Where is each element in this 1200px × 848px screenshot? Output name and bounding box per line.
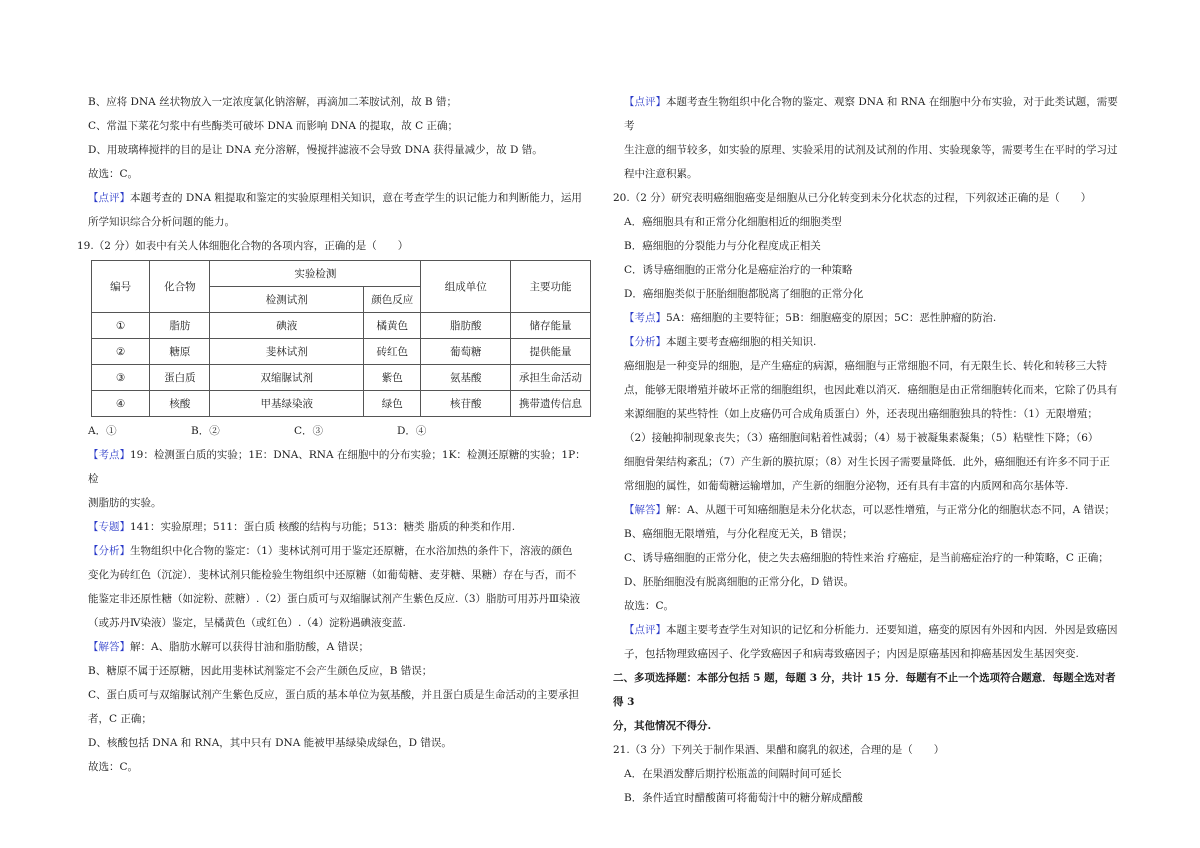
solution-tag: 【解答】	[624, 504, 666, 516]
question-21: 21.（3 分）下列关于制作果酒、果醋和腐乳的叙述，合理的是（ ）	[613, 744, 945, 756]
solution-tag: 【解答】	[88, 641, 130, 653]
analysis-tag: 【分析】	[624, 336, 666, 348]
analysis-tag: 【分析】	[88, 545, 130, 557]
question-20: 20.（2 分）研究表明癌细胞癌变是细胞从已分化转变到未分化状态的过程，下列叙述正确的是（ ）	[613, 192, 1092, 204]
q20-answer: 故选：C。	[624, 600, 675, 612]
section-heading: 二、多项选择题：本部分包括 5 题，每题 3 分，共计 15 分．每题有不止一个选项符合题意．每题全选对者得 3	[613, 672, 1116, 708]
q20-solution: 【解答】解：A、从题干可知癌细胞是未分化状态，可以恶性增殖，与正常分化的细胞状态不同，A 错误；	[624, 504, 1116, 516]
table-row: ④ 核酸 甲基绿染液 绿色 核苷酸 携带遗传信息	[92, 391, 591, 417]
header-compound: 化合物	[150, 261, 210, 313]
table-row: ③ 蛋白质 双缩脲试剂 紫色 氨基酸 承担生命活动	[92, 365, 591, 391]
comment-tag: 【点评】	[88, 192, 130, 204]
header-unit: 组成单位	[421, 261, 511, 313]
q19-answer: 故选：C。	[88, 761, 139, 773]
comment-tag: 【点评】	[624, 96, 666, 108]
q19-comment: 【点评】本题考查生物组织中化合物的鉴定、观察 DNA 和 RNA 在细胞中分布实验，对于此类试题，需要考	[624, 96, 1118, 132]
option-d: D．④	[397, 425, 427, 437]
table-row: ② 糖原 斐林试剂 砖红色 葡萄糖 提供能量	[92, 339, 591, 365]
header-color: 颜色反应	[364, 287, 421, 313]
header-reagent: 检测试剂	[210, 287, 364, 313]
q21-option-a: A．在果酒发酵后期拧松瓶盖的间隔时间可延长	[624, 768, 842, 780]
q19-options	[88, 419, 593, 443]
kaodian-tag: 【考点】	[624, 312, 666, 324]
q20-analysis: 【分析】本题主要考查癌细胞的相关知识.	[624, 336, 817, 348]
header-test: 实验检测	[210, 261, 421, 287]
q18-answer: 故选：C。	[88, 168, 139, 180]
option-a: A．①	[88, 425, 117, 437]
comment-tag: 【点评】	[624, 624, 666, 636]
left-column: B、应将 DNA 丝状物放入一定浓度氯化钠溶解，再滴加二苯胺试剂，故 B 错； C、常温下菜花匀浆中有些酶类可破坏 DNA 而影响 DNA 的提取，故 C 正确； D、用玻璃棒搅拌的目的是让 DNA 充分溶解，慢搅拌滤液不会导致 DNA 获得量减少，故 D 错。 故选：C。 【点评】本题考查的 DNA 粗提取和鉴定的实验原理相关知识，意在考查学生的识记能力和判断能力，运用 所学知识综合分析问题的能力。 19.（2 分）如表中有关人体细胞化合物的各项内容，正确的是（ ） 编号 化合物 实验检测 组成单位 主要功能 检测试剂 颜色反应 ① 脂肪 碘液 橘黄色 脂肪酸 储存能量 ② 糖原 斐林试剂 砖红色 葡萄糖 提供能量 ③ 蛋白质 双缩脲试剂 紫色 氨基酸 承担生命活动 ④ 核酸 甲基绿染液 绿色 核苷酸 携带遗传信息 A．① B．② C．③ D．④ 【考点】19：检测蛋白质的实验；1E：DNA、RNA 在细胞中的分布实验；1K：检测还原糖的实验；1P：检 测脂肪的实验。 【专题】141：实验原理；511：蛋白质 核酸的结构与功能；513：糖类 脂质的种类和作用. 【分析】生物组织中化合物的鉴定：（1）斐林试剂可用于鉴定还原糖，在水浴加热的条件下，溶液的颜色 变化为砖红色（沉淀）．斐林试剂只能检验生物组织中还原糖（如葡萄糖、麦芽糖、果糖）存在与否，而不 能鉴定非还原性糖（如淀粉、蔗糖）.（2）蛋白质可与双缩脲试剂产生紫色反应.（3）脂肪可用苏丹Ⅲ染液 （或苏丹Ⅳ染液）鉴定，呈橘黄色（或红色）.（4）淀粉遇碘液变蓝. 【解答】解：A、脂肪水解可以获得甘油和脂肪酸，A 错误； B、糖原不属于还原糖，因此用斐林试剂鉴定不会产生颜色反应，B 错误； C、蛋白质可与双缩脲试剂产生紫色反应，蛋白质的基本单位为氨基酸，并且蛋白质是生命活动的主要承担 者，C 正确； D、核酸包括 DNA 和 RNA，其中只有 DNA 能被甲基绿染成绿色，D 错误。 故选：C。	[88, 90, 593, 779]
option-c: C．③	[294, 425, 324, 437]
q18-comment-cont: 所学知识综合分析问题的能力。	[88, 216, 235, 228]
q20-option-a: A．癌细胞具有和正常分化细胞相近的细胞类型	[624, 216, 842, 228]
right-column: 【点评】本题考查生物组织中化合物的鉴定、观察 DNA 和 RNA 在细胞中分布实验，对于此类试题，需要考 生注意的细节较多，如实验的原理、实验采用的试剂及试剂的作用、实验现象等，需要考生在平时的学习过 程中注意积累。 20.（2 分）研究表明癌细胞癌变是细胞从已分化转变到未分化状态的过程，下列叙述正确的是（ ） A．癌细胞具有和正常分化细胞相近的细胞类型 B．癌细胞的分裂能力与分化程度成正相关 C．诱导癌细胞的正常分化是癌症治疗的一种策略 D．癌细胞类似于胚胎细胞都脱离了细胞的正常分化 【考点】5A：癌细胞的主要特征；5B：细胞癌变的原因；5C：恶性肿瘤的防治. 【分析】本题主要考查癌细胞的相关知识. 癌细胞是一种变异的细胞，是产生癌症的病源，癌细胞与正常细胞不同，有无限生长、转化和转移三大特 点，能够无限增殖并破坏正常的细胞组织，也因此难以消灭．癌细胞是由正常细胞转化而来，它除了仍具有 来源细胞的某些特性（如上皮癌仍可合成角质蛋白）外，还表现出癌细胞独具的特性：（1）无限增殖； （2）接触抑制现象丧失；（3）癌细胞间粘着性减弱；（4）易于被凝集素凝集；（5）粘壁性下降；（6） 细胞骨架结构紊乱；（7）产生新的膜抗原；（8）对生长因子需要量降低．此外，癌细胞还有许多不同于正 常细胞的属性，如葡萄糖运输增加，产生新的细胞分泌物，还有具有丰富的内质网和高尔基体等. 【解答】解：A、从题干可知癌细胞是未分化状态，可以恶性增殖，与正常分化的细胞状态不同，A 错误； B、癌细胞无限增殖，与分化程度无关，B 错误； C、诱导癌细胞的正常分化，使之失去癌细胞的特性来治 疗癌症，是当前癌症治疗的一种策略，C 正确； D、胚胎细胞没有脱离细胞的正常分化，D 错误。 故选：C。 【点评】本题主要考查学生对知识的记忆和分析能力．还要知道，癌变的原因有外因和内因．外因是致癌因 子，包括物理致癌因子、化学致癌因子和病毒致癌因子；内因是原癌基因和抑癌基因发生基因突变. 二、多项选择题：本部分包括 5 题，每题 3 分，共计 15 分．每题有不止一个选项符合题意．每题全选对者得 3 分，其他情况不得分. 21.（3 分）下列关于制作果酒、果醋和腐乳的叙述，合理的是（ ） A．在果酒发酵后期拧松瓶盖的间隔时间可延长 B．条件适宜时醋酸菌可将葡萄汁中的糖分解成醋酸	[624, 90, 1119, 810]
q21-option-b: B．条件适宜时醋酸菌可将葡萄汁中的糖分解成醋酸	[624, 792, 863, 804]
q20-option-c: C．诱导癌细胞的正常分化是癌症治疗的一种策略	[624, 264, 853, 276]
q18-comment: 【点评】本题考查的 DNA 粗提取和鉴定的实验原理相关知识，意在考查学生的识记能力和判断能力，运用	[88, 192, 582, 204]
q20-option-d: D．癌细胞类似于胚胎细胞都脱离了细胞的正常分化	[624, 288, 864, 300]
q19-kaodian: 【考点】19：检测蛋白质的实验；1E：DNA、RNA 在细胞中的分布实验；1K：检测还原糖的实验；1P：检	[88, 449, 586, 485]
option-b: B．②	[191, 425, 220, 437]
header-func: 主要功能	[511, 261, 591, 313]
header-no: 编号	[92, 261, 150, 313]
zhuanti-tag: 【专题】	[88, 521, 130, 533]
question-19: 19.（2 分）如表中有关人体细胞化合物的各项内容，正确的是（ ）	[77, 240, 409, 252]
kaodian-tag: 【考点】	[88, 449, 130, 461]
q18-option-b-analysis: B、应将 DNA 丝状物放入一定浓度氯化钠溶解，再滴加二苯胺试剂，故 B 错；	[88, 96, 457, 108]
q20-comment: 【点评】本题主要考查学生对知识的记忆和分析能力．还要知道，癌变的原因有外因和内因．外因是致癌因	[624, 624, 1118, 636]
q19-zhuanti: 【专题】141：实验原理；511：蛋白质 核酸的结构与功能；513：糖类 脂质的种类和作用.	[88, 521, 516, 533]
q18-option-c-analysis: C、常温下菜花匀浆中有些酶类可破坏 DNA 而影响 DNA 的提取，故 C 正确；	[88, 120, 458, 132]
table-row: ① 脂肪 碘液 橘黄色 脂肪酸 储存能量	[92, 313, 591, 339]
q18-option-d-analysis: D、用玻璃棒搅拌的目的是让 DNA 充分溶解，慢搅拌滤液不会导致 DNA 获得量减少，故 D 错。	[88, 144, 543, 156]
compound-table	[91, 260, 591, 417]
q20-kaodian: 【考点】5A：癌细胞的主要特征；5B：细胞癌变的原因；5C：恶性肿瘤的防治.	[624, 312, 997, 324]
q19-solution: 【解答】解：A、脂肪水解可以获得甘油和脂肪酸，A 错误；	[88, 641, 370, 653]
q20-option-b: B．癌细胞的分裂能力与分化程度成正相关	[624, 240, 821, 252]
q19-analysis: 【分析】生物组织中化合物的鉴定：（1）斐林试剂可用于鉴定还原糖，在水浴加热的条件下，溶液的颜色	[88, 545, 573, 557]
